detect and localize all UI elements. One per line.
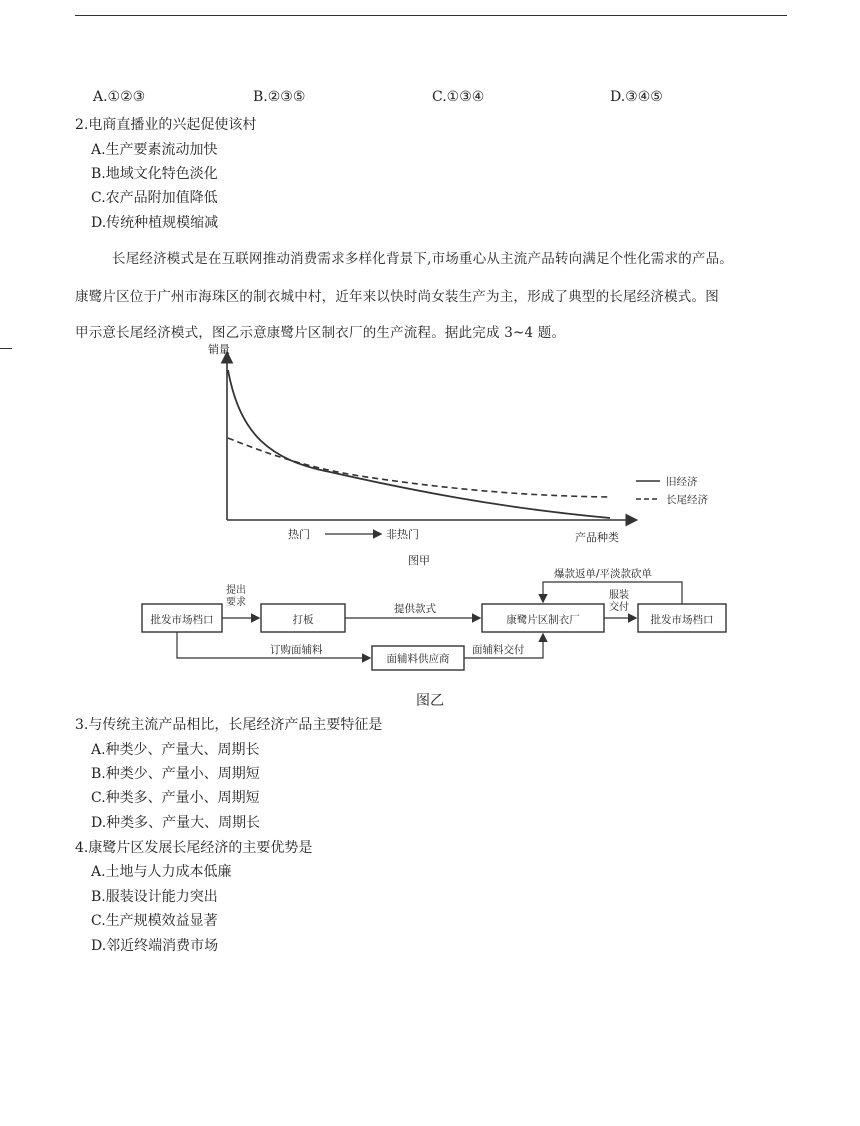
- q2-stem: 2.电商直播业的兴起促使该村: [75, 117, 257, 133]
- node-sample-label: 打板: [292, 614, 314, 626]
- node-factory-label: 康鹭片区制衣厂: [506, 614, 580, 626]
- q1-option-a[interactable]: A.①②③: [93, 89, 146, 105]
- legend-old-economy: 旧经济: [666, 476, 698, 488]
- edge-deliver-material-label: 面辅料交付: [472, 644, 525, 656]
- q3-stem: 3.与传统主流产品相比，长尾经济产品主要特征是: [75, 717, 383, 733]
- node-supplier-label: 面辅料供应商: [386, 653, 450, 665]
- figure-b-caption: 图乙: [416, 693, 444, 709]
- edge-feedback-label: 爆款返单/平淡款砍单: [554, 568, 653, 580]
- edge-request-label-2: 要求: [226, 597, 246, 608]
- q2-option-c[interactable]: C.农产品附加值降低: [91, 190, 218, 206]
- edge-deliver-clothes-label-1: 服装: [609, 590, 629, 601]
- passage-line-1: 长尾经济模式是在互联网推动消费需求多样化背景下,市场重心从主流产品转向满足个性化需求的产品。: [112, 251, 733, 267]
- figure-a-caption: 图甲: [408, 554, 430, 567]
- passage-line-3: 甲示意长尾经济模式，图乙示意康鹭片区制衣厂的生产流程。据此完成 3~4 题。: [75, 325, 566, 341]
- q2-option-a[interactable]: A.生产要素流动加快: [91, 142, 218, 158]
- long-tail-curve: [228, 438, 610, 497]
- margin-mark: [0, 348, 12, 349]
- q4-option-d[interactable]: D.邻近终端消费市场: [91, 938, 219, 954]
- q3-option-a[interactable]: A.种类少、产量大、周期长: [91, 742, 260, 758]
- edge-request-label-1: 提出: [226, 585, 246, 596]
- edge-purchase-label: 订购面辅料: [270, 644, 323, 656]
- legend-long-tail: 长尾经济: [666, 494, 708, 506]
- q4-option-b[interactable]: B.服装设计能力突出: [91, 889, 218, 905]
- q3-option-c[interactable]: C.种类多、产量小、周期短: [91, 790, 260, 806]
- node-left-market-label: 批发市场档口: [150, 614, 214, 626]
- y-axis-label: 销量: [208, 343, 230, 356]
- q1-option-b[interactable]: B.②③⑤: [253, 89, 306, 105]
- edge-provide-style-label: 提供款式: [394, 603, 436, 615]
- q4-stem: 4.康鹭片区发展长尾经济的主要优势是: [75, 840, 313, 856]
- top-rule: [75, 15, 787, 16]
- q3-option-d[interactable]: D.种类多、产量大、周期长: [91, 815, 261, 831]
- x-axis-label: 产品种类: [575, 531, 619, 544]
- passage-line-2: 康鹭片区位于广州市海珠区的制衣城中村，近年来以快时尚女装生产为主，形成了典型的长尾经济模式。图: [75, 289, 719, 305]
- q2-option-b[interactable]: B.地域文化特色淡化: [91, 166, 218, 182]
- edge-deliver-clothes-label-2: 交付: [609, 602, 629, 613]
- node-right-market-label: 批发市场档口: [650, 614, 714, 626]
- figure-a-chart: [180, 340, 740, 570]
- q1-option-d[interactable]: D.③④⑤: [610, 89, 663, 105]
- x-hot-label: 热门: [288, 528, 310, 541]
- figure-b-flowchart: [140, 562, 740, 674]
- q2-option-d[interactable]: D.传统种植规模缩减: [91, 215, 219, 231]
- q4-option-a[interactable]: A.土地与人力成本低廉: [91, 864, 232, 880]
- q1-option-c[interactable]: C.①③④: [432, 89, 485, 105]
- q3-option-b[interactable]: B.种类少、产量小、周期短: [91, 766, 260, 782]
- q4-option-c[interactable]: C.生产规模效益显著: [91, 913, 218, 929]
- x-nonhot-label: 非热门: [386, 528, 419, 541]
